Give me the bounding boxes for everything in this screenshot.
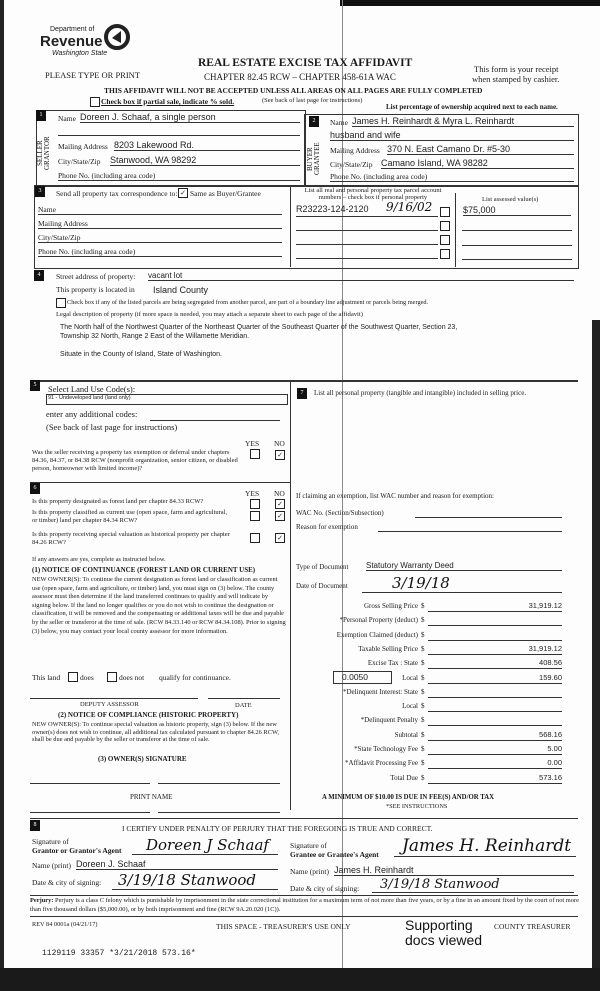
fee-value[interactable]: 5.00 <box>428 744 562 755</box>
doc-date-field[interactable]: 3/19/18 <box>362 574 562 593</box>
street-address-field[interactable]: vacant lot <box>148 271 574 281</box>
buyer-address-field[interactable]: 370 N. East Camano Dr. #5-30 <box>387 144 574 155</box>
fee-label: *Personal Property (deduct) <box>339 616 418 625</box>
logo-line1: Department of <box>50 26 95 33</box>
notice-continuance-text: NEW OWNER(S): To continue the current designation as forest land or classification as current use (open space, farm and agriculture, or timber) land, you must sign on (3) below. The county assessor must then determine if the land transferred continues to qualify and will indicate by signing below. If the land no longer qualifies or you do not wish to continue the designation or classification, it will be removed and the compensating or additional taxes will be due and payable by the seller or transferor at the time of sale. (RCW 84.33.140 or RCW 84.34.108). Prior to signing (3) below, you may contact your local county assessor for more information. <box>32 576 286 635</box>
assessed-value-field[interactable]: $75,000 <box>463 205 571 216</box>
grantee-date-city-field[interactable]: 3/19/18 Stanwood <box>372 877 574 893</box>
deputy-assessor-signature-line[interactable] <box>30 698 198 699</box>
no-header-6: NO <box>274 489 285 498</box>
supporting-docs-stamp: Supporting docs viewed <box>405 917 483 948</box>
historic-yes-checkbox[interactable] <box>250 533 260 543</box>
fee-value[interactable] <box>428 615 562 626</box>
grantee-name-field[interactable]: James H. Reinhardt <box>334 865 574 876</box>
corr-name-field[interactable]: Name <box>38 205 282 215</box>
scan-edge-left <box>0 0 4 991</box>
receipt-number: 1129119 33357 *3/21/2018 573.16* <box>42 949 196 958</box>
dollar-sign: $ <box>421 659 425 668</box>
divider <box>30 895 578 896</box>
exemption-claim-label: If claiming an exemption, list WAC number and reason for exemption: <box>296 492 494 500</box>
please-type: PLEASE TYPE OR PRINT <box>45 70 141 80</box>
seller-city-label: City/State/Zip <box>58 157 101 166</box>
seller-grantor-label: SELLER GRANTOR <box>36 136 51 170</box>
personal-property-checkbox-2[interactable] <box>440 221 450 231</box>
grantee-sig-label-2: Grantee or Grantee's Agent <box>290 850 379 859</box>
seller-address-field[interactable]: 8203 Lakewood Rd. <box>114 140 300 151</box>
exemption-yes-checkbox[interactable] <box>250 449 260 459</box>
buyer-name-field[interactable]: James H. Reinhardt & Myra L. Reinhardt <box>352 116 574 127</box>
fee-label: Taxable Selling Price <box>358 644 418 653</box>
assessed-line <box>462 245 572 246</box>
section-4-badge: 4 <box>34 270 44 281</box>
seller-name-label: Name <box>58 114 76 123</box>
grantee-sig-label-1: Signature of <box>290 841 327 850</box>
fee-label: Subtotal <box>394 730 418 739</box>
grantor-name-field[interactable]: Doreen J. Schaaf <box>76 859 278 870</box>
no-header-5: NO <box>274 439 285 448</box>
receipt-note-2: when stamped by cashier. <box>472 74 560 84</box>
personal-property-label: List all personal property (tangible and intangible) included in selling price. <box>314 389 527 397</box>
qualify-label: qualify for continuance. <box>159 673 231 682</box>
buyer-address-label: Mailing Address <box>330 146 380 155</box>
county-field[interactable]: Island County <box>153 285 209 295</box>
notice-compliance-title: (2) NOTICE OF COMPLIANCE (HISTORIC PROPERTY) <box>58 711 239 719</box>
grantor-signature[interactable]: Doreen J Schaaf <box>132 836 278 855</box>
legal-description-3: Situate in the County of Island, State of Washington. <box>60 351 223 358</box>
dollar-sign: $ <box>421 644 425 653</box>
additional-codes-field[interactable] <box>150 420 280 421</box>
forest-land-question: Is this property designated as forest land per chapter 84.33 RCW? <box>32 498 204 505</box>
land-use-select[interactable] <box>46 394 288 405</box>
logo-line2: Revenue <box>40 33 103 50</box>
chapter: CHAPTER 82.45 RCW – CHAPTER 458-61A WAC <box>204 72 396 82</box>
perjury-notice <box>30 897 580 914</box>
fee-label: Total Due <box>390 773 418 782</box>
dollar-sign: $ <box>421 673 425 682</box>
historic-question: Is this property receiving special valuation as historical property per chapter 84.26 RCW? <box>32 531 230 546</box>
fee-label: Local <box>402 702 418 711</box>
this-land-label: This land <box>32 673 61 682</box>
scan-edge-bottom <box>0 968 600 991</box>
section-2-badge: 2 <box>309 116 319 127</box>
forest-no-checkbox[interactable]: ✓ <box>275 499 285 509</box>
seller-city-field[interactable]: Stanwood, WA 98292 <box>110 155 300 166</box>
corr-address-field[interactable]: Mailing Address <box>38 219 282 229</box>
fee-label: *State Technology Fee <box>354 745 418 753</box>
street-address-label: Street address of property: <box>56 272 136 281</box>
additional-codes-label: enter any additional codes: <box>46 409 138 419</box>
yes-header-6: YES <box>245 489 260 498</box>
fee-value[interactable]: 408.56 <box>428 658 562 669</box>
dollar-sign: $ <box>421 702 425 711</box>
partial-sale-label: Check box if partial sale, indicate % sold. <box>101 97 235 106</box>
send-correspondence-label: Send all property tax correspondence to: <box>56 189 178 198</box>
if-yes-note: If any answers are yes, complete as instructed below. <box>32 556 166 563</box>
fee-value[interactable] <box>428 687 562 698</box>
deputy-assessor-label: DEPUTY ASSESSOR <box>80 701 139 708</box>
buyer-city-label: City/State/Zip <box>330 160 373 169</box>
dollar-sign: $ <box>421 630 425 639</box>
grantor-date-city-field[interactable]: 3/19/18 Stanwood <box>112 871 278 890</box>
doc-type-label: Type of Document <box>296 563 349 571</box>
buyer-name-field-2[interactable]: husband and wife <box>330 130 574 141</box>
section-7-badge: 7 <box>297 388 307 399</box>
dollar-sign: $ <box>421 687 425 696</box>
legal-description-2: Township 32 North, Range 2 East of the Willamette Meridian. <box>60 333 250 340</box>
buyer-phone-label[interactable]: Phone No. (including area code) <box>330 172 574 182</box>
owner-signature-title: (3) OWNER(S) SIGNATURE <box>98 755 187 763</box>
print-name-label: PRINT NAME <box>130 793 173 801</box>
section-1-badge: 1 <box>36 110 46 121</box>
personal-property-checkbox-1[interactable] <box>440 207 450 217</box>
segregate-checkbox[interactable] <box>56 298 66 308</box>
reason-field[interactable] <box>378 531 562 532</box>
same-as-buyer-label: Same as Buyer/Grantee <box>190 189 261 198</box>
located-in-label: This property is located in <box>56 285 135 294</box>
doc-type-field[interactable]: Statutory Warranty Deed <box>366 561 562 571</box>
personal-property-checkbox-4[interactable] <box>440 249 450 259</box>
dollar-sign: $ <box>421 602 425 610</box>
parcel-header: List all real and personal property tax parcel account numbers – check box if personal property <box>304 187 442 201</box>
current-use-yes-checkbox[interactable] <box>250 511 260 521</box>
historic-no-checkbox[interactable]: ✓ <box>275 533 285 543</box>
section-8-badge: 8 <box>30 820 40 831</box>
fee-label: *Delinquent Interest: State <box>342 687 418 696</box>
assessor-date-line[interactable] <box>208 698 280 699</box>
seller-name-line2 <box>58 135 300 136</box>
fee-label: *Delinquent Penalty <box>360 716 418 725</box>
local-rate-box <box>333 671 392 684</box>
does-not-checkbox[interactable] <box>107 672 117 682</box>
form-title: REAL ESTATE EXCISE TAX AFFIDAVIT <box>198 57 413 69</box>
treasurer-use-only: THIS SPACE - TREASURER'S USE ONLY <box>216 922 351 931</box>
perjury-bold: Perjury: <box>30 897 54 904</box>
minimum-note: A MINIMUM OF $10.00 IS DUE IN FEE(S) AND/OR TAX <box>322 794 495 801</box>
notice-continuance-title: (1) NOTICE OF CONTINUANCE (FOREST LAND OR CURRENT USE) <box>32 566 256 574</box>
see-back-5: (See back of last page for instructions) <box>46 422 178 432</box>
fee-label: Excise Tax : State <box>367 659 418 668</box>
divider <box>30 380 578 382</box>
does-not-label: does not <box>119 673 145 682</box>
partial-sale-checkbox[interactable] <box>90 97 100 107</box>
fee-value[interactable]: 568.16 <box>428 730 562 741</box>
divider <box>290 185 291 267</box>
county-treasurer: COUNTY TREASURER <box>494 922 571 931</box>
local-rate: 0.0050 <box>342 672 368 682</box>
fee-value[interactable]: 573.16 <box>428 773 562 784</box>
parcel-number-field[interactable]: R23223-124-2120 <box>296 204 369 214</box>
fee-value[interactable] <box>428 630 562 641</box>
doc-date-label: Date of Document <box>296 582 348 590</box>
fee-label: *Affidavit Processing Fee <box>345 759 418 768</box>
scan-edge-right <box>592 320 600 991</box>
wac-label: WAC No. (Section/Subsection) <box>296 509 384 517</box>
fee-value[interactable] <box>428 701 562 712</box>
divider <box>30 482 290 483</box>
current-use-question: Is this property classified as current use (open space, farm and agricultural, or timber) land per chapter 84.34 RCW? <box>32 509 228 524</box>
grantor-name-label: Name (print) <box>32 861 71 870</box>
dollar-sign: $ <box>421 616 425 625</box>
seller-address-label: Mailing Address <box>58 142 108 151</box>
dollar-sign: $ <box>421 773 425 782</box>
assessed-line <box>462 259 572 260</box>
grantor-date-label: Date & city of signing: <box>32 878 102 887</box>
perjury-text: Perjury is a class C felony which is punishable by imprisonment in the state correctional institution for a maximum term of not more than five years, or by a fine in an amount fixed by the court of not more than five thousand dollars ($5,000.00), or by both imprisonment and fine (RCW 9A.20.020 (1C)). <box>30 897 579 913</box>
personal-property-checkbox-3[interactable] <box>440 235 450 245</box>
forest-yes-checkbox[interactable] <box>250 499 260 509</box>
grantee-date-label: Date & city of signing: <box>290 884 360 893</box>
fee-value[interactable]: 159.60 <box>428 673 562 684</box>
land-use-value: 91 - Undeveloped land (land only) <box>48 395 131 401</box>
divider <box>30 916 578 917</box>
buyer-grantee-label: BUYER GRANTEE <box>306 142 321 176</box>
dollar-sign: $ <box>421 730 425 739</box>
notice-compliance-text: NEW OWNER(S): To continue special valuation as historic property, sign (3) below. If the new owner(s) does not wish to continue, all additional tax calculated pursuant to chapter 84.26 RCW, shall be due and payable by the seller or transferor at the time of sale. <box>32 721 279 743</box>
assessed-header: List assessed value(s) <box>482 196 539 203</box>
receipt-note-1: This form is your receipt <box>474 64 559 74</box>
list-percentage: List percentage of ownership acquired next to each name. <box>386 103 558 111</box>
legal-description-label: Legal description of property (if more space is needed, you may attach a separate sheet to each page of the affidavit) <box>56 311 363 318</box>
parcel-line <box>296 230 438 231</box>
see-back: (See back of last page for instructions) <box>262 97 363 104</box>
segregate-label: Check box if any of the listed parcels are being segregated from another parcel, are part of a boundary line adjustment or parcels being merged. <box>67 299 429 306</box>
does-checkbox[interactable] <box>68 672 78 682</box>
grantee-signature[interactable]: James H. Reinhardt <box>394 836 576 857</box>
print-name-line[interactable] <box>30 812 150 813</box>
parcel-line <box>296 258 438 259</box>
column-divider <box>290 380 291 810</box>
same-as-buyer-checkbox[interactable]: ✓ <box>178 188 188 198</box>
form-revision: REV 84 0001a (04/21/17) <box>32 921 98 928</box>
does-label: does <box>80 673 94 682</box>
seller-phone-label[interactable]: Phone No. (including area code) <box>58 171 300 181</box>
parcel-line <box>296 244 438 245</box>
grantee-name-label: Name (print) <box>290 867 329 876</box>
land-use-label: Select Land Use Code(s): <box>48 384 136 394</box>
fee-value[interactable] <box>428 715 562 726</box>
scan-edge-top <box>340 0 600 6</box>
logo-emblem-icon <box>104 24 130 50</box>
divider <box>455 193 456 267</box>
logo-line3: Washington State <box>52 50 108 57</box>
corr-city-field[interactable]: City/State/Zip <box>38 233 282 243</box>
date-label: DATE <box>235 702 252 709</box>
yes-header-5: YES <box>245 439 260 448</box>
dollar-sign: $ <box>421 716 425 725</box>
print-name-line-2[interactable] <box>158 812 280 813</box>
parcel-line <box>296 216 438 217</box>
fee-value[interactable]: 0.00 <box>428 758 562 769</box>
grantor-sig-label-2: Grantor or Grantor's Agent <box>32 846 122 855</box>
buyer-city-field[interactable]: Camano Island, WA 98282 <box>381 158 574 169</box>
assessed-line <box>462 230 572 231</box>
owner-signature-line[interactable] <box>30 783 150 784</box>
current-use-no-checkbox[interactable]: ✓ <box>275 511 285 521</box>
dollar-sign: $ <box>421 745 425 753</box>
fee-value[interactable]: 31,919.12 <box>428 601 562 612</box>
certify-statement: I CERTIFY UNDER PENALTY OF PERJURY THAT THE FOREGOING IS TRUE AND CORRECT. <box>122 824 433 833</box>
dollar-sign: $ <box>421 759 425 768</box>
fee-label: Exemption Claimed (deduct) <box>336 630 418 639</box>
grantor-sig-label-1: Signature of <box>32 837 69 846</box>
see-instructions: *SEE INSTRUCTIONS <box>386 803 448 810</box>
warning: THIS AFFIDAVIT WILL NOT BE ACCEPTED UNLESS ALL AREAS ON ALL PAGES ARE FULLY COMPLETED <box>104 86 483 95</box>
fee-value[interactable]: 31,919.12 <box>428 644 562 655</box>
fee-label: Gross Selling Price <box>363 602 418 610</box>
divider <box>30 818 578 819</box>
section-3-badge: 3 <box>35 186 45 197</box>
reason-label: Reason for exemption <box>296 523 358 531</box>
exemption-no-checkbox[interactable]: ✓ <box>275 450 285 460</box>
section-6-badge: 6 <box>30 483 40 494</box>
seller-name-field[interactable]: Doreen J. Schaaf, a single person <box>80 112 300 123</box>
legal-description-1: The North half of the Northwest Quarter of the Northeast Quarter of the Southeast Quarter of the Southwest Quarter, Section 23, <box>60 324 458 331</box>
wac-field[interactable] <box>415 517 562 518</box>
corr-phone-field[interactable]: Phone No. (including area code) <box>38 247 282 257</box>
exemption-question: Was the seller receiving a property tax exemption or deferral under chapters 84.36, 84.37, or 84.38 RCW (nonprofit organization, senior citizen, or disabled person, homeowner with limited income)? <box>32 449 238 472</box>
buyer-name-label: Name <box>330 118 348 127</box>
owner-signature-line-2[interactable] <box>158 783 280 784</box>
section-5-badge: 5 <box>30 380 40 391</box>
fee-label: Local <box>402 673 418 682</box>
parcel-handwritten-note: 9/16/02 <box>386 200 433 214</box>
